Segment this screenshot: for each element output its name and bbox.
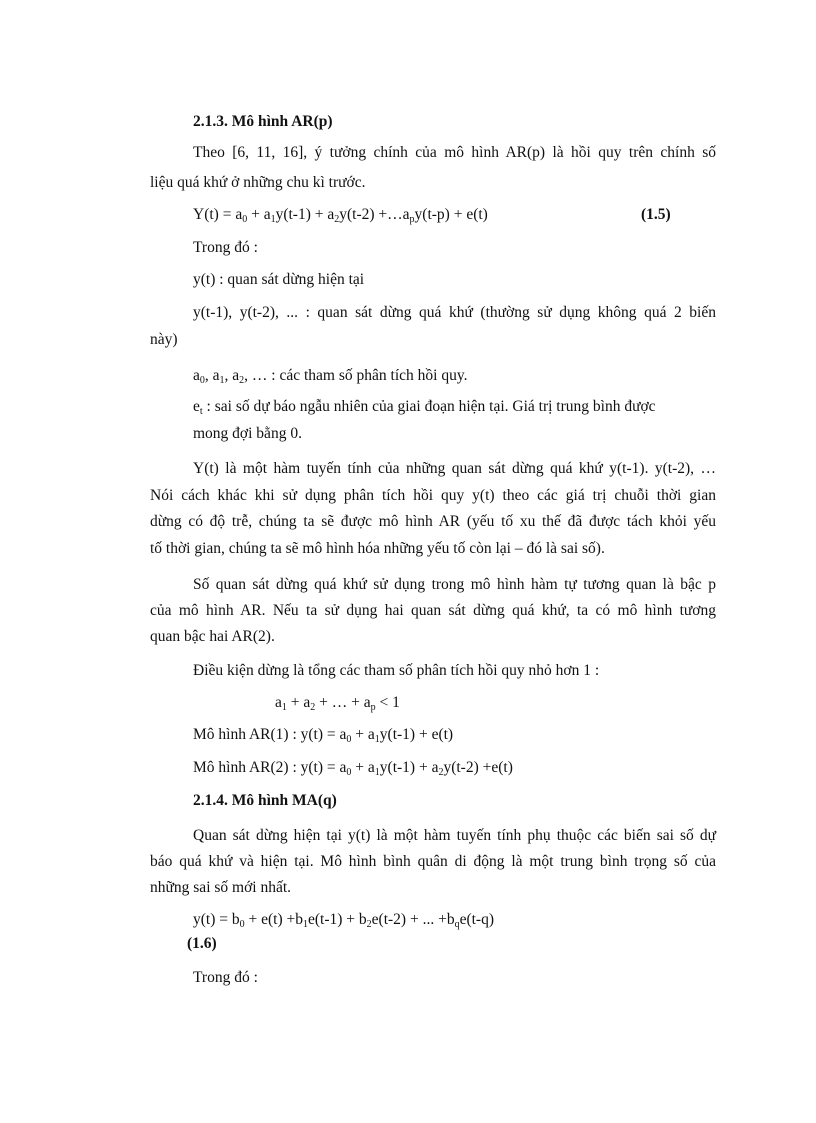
paragraph-2-line-2: Nói cách khác khi sử dụng phân tích hồi quy y(t) theo các giá trị chuỗi thời gian <box>150 487 716 504</box>
section-heading-2-1-4: 2.1.4. Mô hình MA(q) <box>193 792 337 809</box>
definition-past-obs-line-1: y(t-1), y(t-2), ... : quan sát dừng quá khứ (thường sử dụng không quá 2 biến <box>193 304 716 321</box>
stationarity-condition: $a_1 + a_2$ + … + $a_p < 1$ <box>275 694 400 713</box>
paragraph-2-line-4: tố thời gian, chúng ta sẽ mô hình hóa những yếu tố còn lại – đó là sai số). <box>150 540 605 557</box>
ar1-model: Mô hình AR(1) : $y(t) = a_0 + a_1y(t-1) + e(t)$ <box>193 726 454 745</box>
paragraph-5-line-3: những sai số mới nhất. <box>150 879 292 896</box>
equation-1-5: $Y(t) = a_0 + a_1y(t-1) + a_2y(t-2)$ $+\dots a_py(t-p) + e(t)$ <box>193 206 488 225</box>
definition-coefficients: $a_0$, $a_1$, $a_2$, … : các tham số phân tích hồi quy. <box>193 367 468 386</box>
paragraph-2-line-1: Y(t) là một hàm tuyến tính của những quan sát dừng quá khứ y(t-1). y(t-2), … <box>193 460 716 477</box>
paragraph-1-line-1: Theo [6, 11, 16], ý tưởng chính của mô hình AR(p) là hồi quy trên chính số <box>193 144 716 161</box>
section-heading-2-1-3: 2.1.3. Mô hình AR(p) <box>193 113 333 130</box>
definition-error-line-1: $e_t$ : sai số dự báo ngẫu nhiên của giai đoạn hiện tại. Giá trị trung bình được <box>193 398 656 417</box>
definition-past-obs-line-2: này) <box>150 331 178 348</box>
equation-1-6: $y(t) = b_0 + e(t) +b_1e(t-1) + b_2e(t-2)$ + ... $+b_qe(t-q)$ <box>193 911 494 930</box>
definition-error-line-2: mong đợi bằng 0. <box>193 425 302 442</box>
equation-number-1-5: (1.5) <box>641 206 671 223</box>
paragraph-2-line-3: dừng có độ trễ, chúng ta sẽ được mô hình AR (yếu tố xu thế đã được tách khỏi yếu <box>150 513 716 530</box>
paragraph-3-line-1: Số quan sát dừng quá khứ sử dụng trong mô hình hàm tự tương quan là bậc p <box>193 576 716 593</box>
equation-number-1-6: (1.6) <box>187 935 217 952</box>
paragraph-4: Điều kiện dừng là tổng các tham số phân tích hồi quy nhỏ hơn 1 : <box>193 662 600 679</box>
paragraph-3-line-2: của mô hình AR. Nếu ta sử dụng hai quan sát dừng quá khứ, ta có mô hình tương <box>150 602 716 619</box>
definition-y-t: y(t) : quan sát dừng hiện tại <box>193 271 365 288</box>
paragraph-3-line-3: quan bậc hai AR(2). <box>150 628 275 645</box>
where-label-2: Trong đó : <box>193 969 258 986</box>
where-label-1: Trong đó : <box>193 239 258 256</box>
paragraph-1-line-2: liệu quá khứ ở những chu kì trước. <box>150 174 366 191</box>
paragraph-5-line-1: Quan sát dừng hiện tại y(t) là một hàm tuyến tính phụ thuộc các biến sai số dự <box>193 827 716 844</box>
ar2-model: Mô hình AR(2) : $y(t) = a_0 + a_1y(t-1) + a_2y(t-2) +e(t)$ <box>193 759 513 778</box>
paragraph-5-line-2: báo quá khứ và hiện tại. Mô hình bình quân di động là một trung bình trọng số của <box>150 853 716 870</box>
